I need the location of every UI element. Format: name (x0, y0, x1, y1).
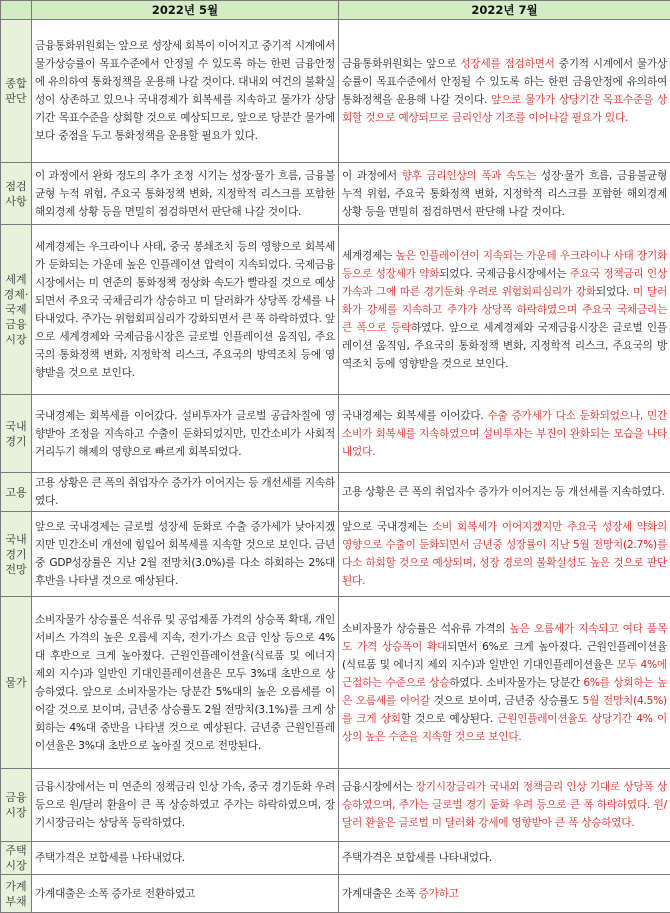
jul-text-cell (339, 395, 670, 473)
text-segment: 고용 상황은 큰 폭의 취업자수 증가가 이어지는 등 개선세를 지속하였다. (35, 477, 335, 507)
changed-text: 모두 4%에 근접하는 수준으로 상승 (342, 659, 667, 689)
table-row (1, 20, 670, 163)
jul-text-cell (339, 875, 670, 913)
text-segment: 고용 상황은 큰 폭의 취업자수 증가가 이어지는 등 개선세를 지속하였다. (342, 486, 665, 498)
jul-text-cell (339, 842, 670, 875)
text-segment: 국내경제는 회복세를 이어갔다. 설비투자가 글로벌 공급차질에 영향받아 조정을 지속하고 수출이 둔화되었지만, 민간소비가 사회적 거리두기 해제의 영향으로 빠르게 회복되었다. (35, 410, 335, 458)
table-row (1, 473, 670, 512)
may-text-cell (32, 395, 339, 473)
column-header-may: 2022년 5월 (32, 1, 339, 20)
jul-text-cell (339, 512, 670, 597)
table-row (1, 875, 670, 913)
changed-text: 향후 금리인상의 폭과 속도는 (402, 170, 537, 182)
text-segment: 주택가격은 보합세를 나타내었다. (342, 852, 492, 864)
text-segment: 앞으로 국내경제는 (342, 521, 432, 533)
column-header-jul: 2022년 7월 (339, 1, 670, 20)
row-category: 주택 시장 (1, 842, 32, 875)
text-segment: 주택가격은 보합세를 나타내었다. (35, 852, 185, 864)
jul-text-cell (339, 769, 670, 842)
text-segment: 금융통화위원회는 앞으로 (342, 58, 460, 70)
text-segment: 세계경제는 우크라이나 사태, 중국 봉쇄조치 등의 영향으로 회복세가 둔화되는 가운데 높은 인플레이션 압력이 지속되었다. 국제금융시장에서는 미 연준의 통화정책 정상화 속도가 빨라질 것으로 예상되면서 주요국 국채금리가 상승하고 미 달러화가 상당폭 강세를 나타내었다. 주가는 위험회피심리가 강화되면서 큰 폭 하락하였다. 앞으로 세계경제와 국제금융시장은 글로벌 인플레이션 움직임, 주요국의 통화정책 변화, 지정학적 리스크, 주요국의 방역조치 등에 영향받을 것으로 보인다. (35, 241, 335, 379)
text-segment: 가계대출은 소폭 증가로 전환하였고 (35, 888, 195, 900)
text-segment: 성장·물가 흐름, 금융불균형 누적 위험, 주요국 통화정책 변화, 지정학적 리스크를 포함한 해외경제 상황 등을 면밀히 점검하면서 판단해 나갈 것이다. (342, 170, 667, 218)
table-row (1, 769, 670, 842)
row-category: 세계 경제· 국제 금융 시장 (1, 225, 32, 395)
text-segment: 것으로 보이며, 금년중 상승률도 (430, 695, 583, 707)
changed-text: 미 달러화가 강세를 지속하고 주가가 상당폭 하락하였으며 주요국 국채금리는 큰 폭으로 등락 (342, 286, 667, 334)
text-segment: 소비자물가 상승률은 석유류 및 공업제품 가격의 상승폭 확대, 개인서비스 가격의 높은 오름세 지속, 전기·가스 요금 인상 등으로 4%대 후반으로 크게 높아졌다. 근원인플레이션율(식료품 및 에너지 제외 지수)과 일반인 기대인플레이션율은 모두 3%대 초반으로 상승하였다. 앞으로 소비자물가는 당분간 5%대의 높은 오름세를 이어갈 것으로 보이며, 금년중 상승률도 2월 전망치(3.1%)를 크게 상회하는 4%대 중반을 나타낼 것으로 예상된다. 금년중 근원인플레이션율은 3%대 초반으로 높아질 것으로 전망된다. (35, 614, 335, 752)
header-row (1, 1, 670, 20)
jul-text-cell (339, 473, 670, 512)
changed-text: 근원인플레이션율도 상당기간 4% 이상의 높은 수준을 지속할 것으로 보인다. (342, 713, 667, 743)
may-text-cell (32, 512, 339, 597)
table-row (1, 842, 670, 875)
may-text-cell (32, 473, 339, 512)
changed-text: 증가하고 (419, 888, 459, 900)
text-segment: 되었다. (596, 286, 633, 298)
changed-text: 5월 전망치(4.5%)를 크게 상회 (342, 695, 667, 725)
corner-cell (1, 1, 32, 20)
text-segment: 세계경제는 (342, 250, 396, 262)
jul-text-cell (339, 225, 670, 395)
may-text-cell (32, 769, 339, 842)
changed-text: 수출 증가세가 다소 둔화되었으나, 민간소비가 회복세를 지속하였으며 설비투자는 부진이 완화되는 모습을 나타내었다. (342, 410, 667, 458)
table-row (1, 163, 670, 225)
text-segment: 가계대출은 소폭 (342, 888, 419, 900)
jul-text-cell (339, 597, 670, 769)
row-category: 국내 경기 (1, 395, 32, 473)
table-row (1, 225, 670, 395)
may-text-cell (32, 875, 339, 913)
text-segment: 소비자물가 상승률은 석유류 가격의 (342, 623, 510, 635)
changed-text: 주요국 정책금리 인상 가속과 그에 따른 경기둔화 우려로 위험회피심리가 강화 (342, 268, 667, 298)
text-segment: 되면서 6%로 크게 높아졌다. 근원인플레이션율(식료품 및 에너지 제외 지수)과 일반인 기대인플레이션율은 (342, 641, 667, 671)
changed-text: 장기시장금리가 국내외 정책금리 인상 기대로 상당폭 상승하였으며, 주가는 글로벌 경기 둔화 우려 등으로 큰 폭 하락하였다. 원/달러 환율은 글로벌 미 달러화 강세에 영향받아 큰 폭 상승하였다. (342, 781, 667, 829)
text-segment: 하였다. 앞으로 세계경제와 국제금융시장은 글로벌 인플레이션 움직임, 주요국의 통화정책 변화, 지정학적 리스크, 주요국의 방역조치 등에 영향받을 것으로 보인다. (342, 322, 667, 370)
may-text-cell (32, 225, 339, 395)
jul-text-cell (339, 20, 670, 163)
text-segment: 국내경제는 회복세를 이어갔다. (342, 410, 487, 422)
table-row (1, 512, 670, 597)
changed-text: 성장세를 점검하면서 (460, 58, 554, 70)
may-text-cell (32, 597, 339, 769)
row-category: 가계 부채 (1, 875, 32, 913)
changed-text: 소비 회복세가 이어지겠지만 주요국 성장세 약화의 영향으로 수출이 둔화되면서 금년중 성장률이 지난 5월 전망치(2.7%)를 다소 하회할 것으로 예상되며, 성장 경로의 불확실성도 높은 것으로 판단된다. (342, 521, 667, 587)
may-text-cell (32, 20, 339, 163)
row-category: 금융 시장 (1, 769, 32, 842)
text-segment: 금융시장에서는 미 연준의 정책금리 인상 가속, 중국 경기둔화 우려 등으로 원/달러 환율이 큰 폭 상승하였고 주가는 하락하였으며, 장기시장금리는 상당폭 등락하였다. (35, 781, 335, 829)
row-category: 물가 (1, 597, 32, 769)
text-segment: 앞으로 국내경제는 글로벌 성장세 둔화로 수출 증가세가 낮아지겠지만 민간소비 개선에 힘입어 회복세를 지속할 것으로 보인다. 금년중 GDP성장률은 지난 2월 전망치(3.0%)를 다소 하회하는 2%대 후반을 나타낼 것으로 예상된다. (35, 521, 335, 587)
row-category: 고용 (1, 473, 32, 512)
row-category: 종합 판단 (1, 20, 32, 163)
text-segment: 하였다. 소비자물가는 당분간 (449, 677, 583, 689)
may-text-cell (32, 163, 339, 225)
may-text-cell (32, 842, 339, 875)
changed-text: 높은 인플레이션이 지속되는 가운데 우크라이나 사태 장기화 등으로 성장세가 약화 (342, 250, 667, 280)
jul-text-cell (339, 163, 670, 225)
changed-text: 높은 오름세가 지속되고 여타 품목도 가격 상승폭이 확대 (342, 623, 667, 653)
text-segment: 이 과정에서 (342, 170, 402, 182)
text-segment: 되었다. 국제금융시장에서는 (439, 268, 570, 280)
text-segment: 금융통화위원회는 앞으로 성장세 회복이 이어지고 중기적 시계에서 물가상승률이 목표수준에서 안정될 수 있도록 하는 한편 금융안정에 유의하여 통화정책을 운용해 나갈 것이다. 대내외 여건의 불확실성이 상존하고 있으나 국내경제가 회복세를 지속하고 물가가 상당기간 목표수준을 상회할 것으로 예상되므로, 앞으로 당분간 물가에 보다 중점을 두고 통화정책을 운용할 필요가 있다. (35, 40, 335, 142)
table-row (1, 597, 670, 769)
changed-text: 6%를 상회하는 높은 오름세를 이어갈 (342, 677, 667, 707)
changed-text: 앞으로 물가가 상당기간 목표수준을 상회할 것으로 예상되므로 금리인상 기조를 이어나갈 필요가 있다. (342, 94, 667, 124)
table-row (1, 395, 670, 473)
text-segment: 이 과정에서 완화 정도의 추가 조정 시기는 성장·물가 흐름, 금융불균형 누적 위험, 주요국 통화정책 변화, 지정학적 리스크를 포함한 해외경제 상황 등을 면밀히 점검하면서 판단해 나갈 것이다. (35, 170, 335, 218)
text-segment: 금융시장에서는 (342, 781, 416, 793)
row-category: 국내 경기 전망 (1, 512, 32, 597)
text-segment: 중기적 시계에서 물가상승률이 목표수준에서 안정될 수 있도록 하는 한편 금융안정에 유의하여 통화정책을 운용해 나갈 것이다. (342, 58, 667, 106)
text-segment: 할 것으로 예상된다. (401, 713, 497, 725)
row-category: 점검 사항 (1, 163, 32, 225)
